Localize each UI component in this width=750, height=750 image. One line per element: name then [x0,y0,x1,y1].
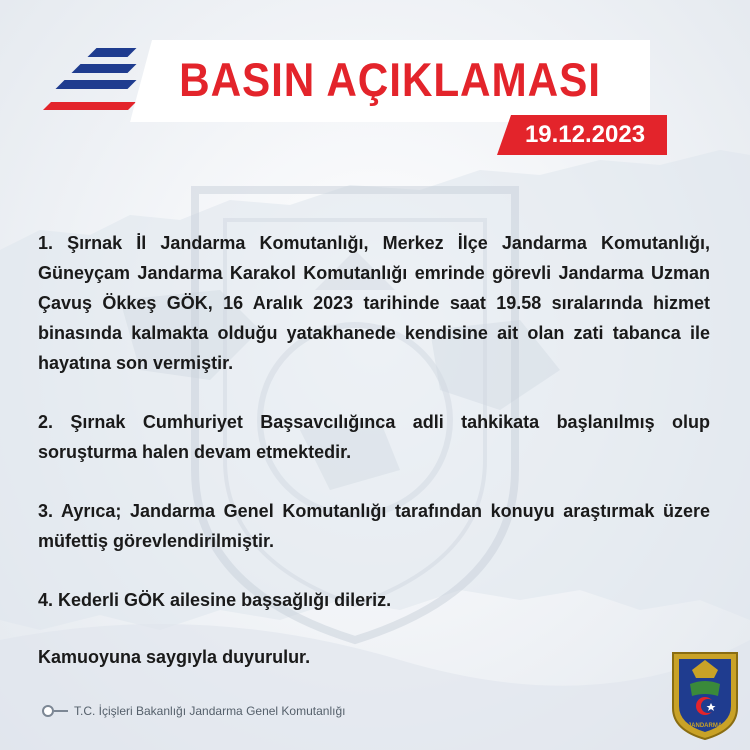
footer-divider [54,710,68,712]
paragraph-1: 1. Şırnak İl Jandarma Komutanlığı, Merkez İlçe Jandarma Komutanlığı, Güneyçam Jandarma Karakol Komutanlığı emrinde görevli Jandarma Uzman Çavuş Ökkeş GÖK, 16 Aralık 2023 tarihinde saat 19.58 sıralarında hizmet binasında kalmakta olduğu yatakhanede kendisine ait olan zati tabanca ile hayatına son vermiştir. [38,233,710,373]
decor-stripe [43,102,136,110]
paragraph-3: 3. Ayrıca; Jandarma Genel Komutanlığı tarafından konuyu araştırmak üzere müfettiş görevlendirilmiştir. [38,501,710,551]
jandarma-emblem-icon [670,650,740,742]
paragraph-2: 2. Şırnak Cumhuriyet Başsavcılığınca adli tahkikata başlanılmış olup soruşturma halen devam etmektedir. [38,412,710,462]
footer-organization: T.C. İçişleri Bakanlığı Jandarma Genel Komutanlığı [74,704,346,718]
decor-stripe [72,64,137,73]
footer [42,701,345,721]
logo-text: JANDARMA [687,723,723,729]
date-label: 19.12.2023 [524,121,646,148]
statement-body [38,228,710,701]
paragraph-4: 4. Kederli GÖK ailesine başsağlığı dileriz. [38,590,392,610]
closing-line: Kamuoyuna saygıyla duyurulur. [38,647,311,667]
footer-bullet-icon [42,705,54,717]
decor-stripe [56,80,137,89]
page-title: BASIN AÇIKLAMASI [179,53,601,106]
